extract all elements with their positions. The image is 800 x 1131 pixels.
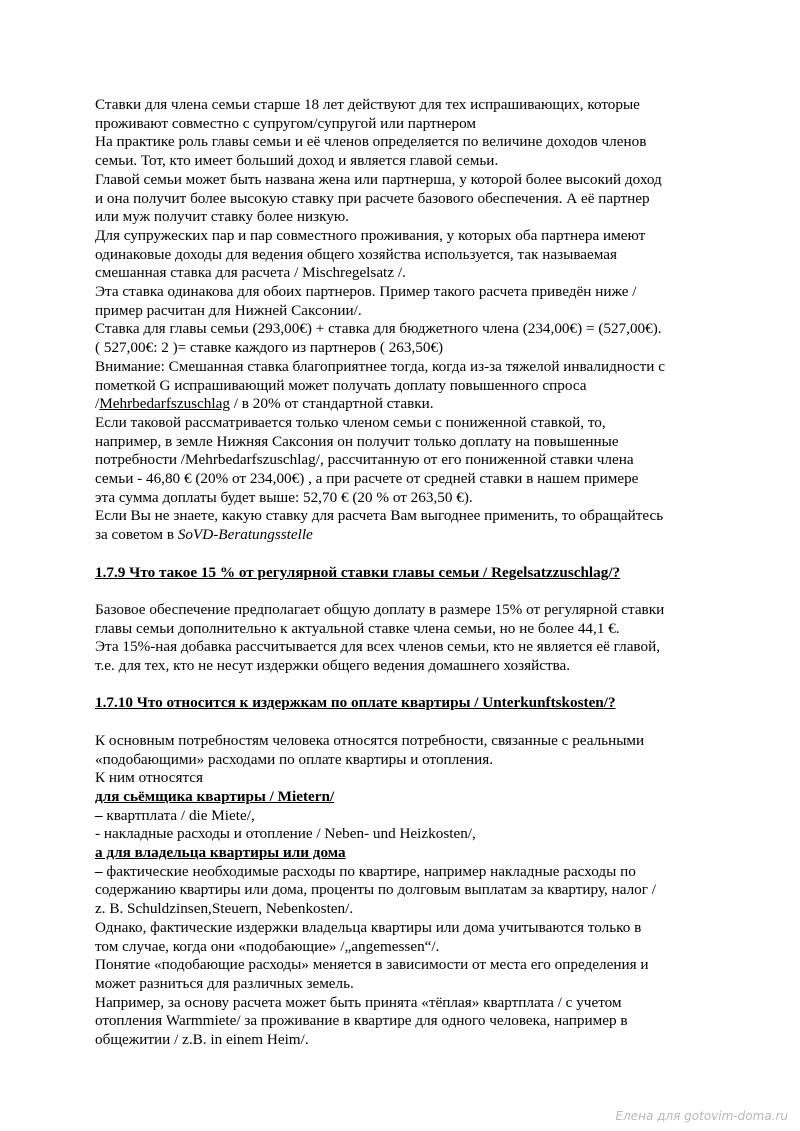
text-line: Например, за основу расчета может быть принята «тёплая» квартплата / с учетом [95,993,622,1011]
spacer [95,545,720,564]
tenant-item: - накладные расходы и отопление / Neben- und Heizkosten/, [95,825,476,843]
text-line: Главой семьи может быть названа жена или партнерша, у которой более высокий доход [95,170,662,188]
text-line: z. B. Schuldzinsen,Steuern, Nebenkosten/. [95,900,354,918]
text-line: Понятие «подобающие расходы» меняется в зависимости от места его определения и [95,956,649,974]
owner-item [95,863,720,882]
text-line: т.е. для тех, кто не несут издержки общего ведения домашнего хозяйства. [95,657,571,675]
text-line: отопления Warmmiete/ за проживание в квартире для одного человека, например в [95,1012,628,1030]
text-line: одинаковые доходы для ведения общего хозяйства используется, так называемая [95,245,618,263]
text-line: том случае, когда они «подобающие» /„angemessen“/. [95,937,440,955]
section-heading: 1.7.10 Что относится к издержкам по оплате квартиры / Unterkunftskosten/? [95,694,616,712]
text-line: Внимание: Смешанная ставка благоприятнее тогда, когда из-за тяжелой инвалидности с [95,357,665,375]
text-line: Ставка для главы семьи (293,00€) + ставка для бюджетного члена (234,00€) = (527,00€). [95,320,662,338]
text-line: и она получит более высокую ставку при расчете базового обеспечения. А её партнер [95,189,650,207]
mehrbedarf-term: Mehrbedarfszuschlag [99,395,230,413]
text-line: общежитии / z.B. in einem Heim/. [95,1031,309,1049]
text-line: пометкой G испрашивающий может получать доплату повышенного спроса [95,376,587,394]
text-line: Эта ставка одинакова для обоих партнеров. Пример такого расчета приведён ниже / [95,283,637,301]
text-line: «подобающими» расходами по оплате квартиры и отопления. [95,750,494,768]
spacer [95,676,720,695]
text-line: Если таковой рассматривается только членом семьи с пониженной ставкой, то, [95,413,606,431]
text-line: может разниться для различных земель. [95,974,354,992]
section-heading: 1.7.9 Что такое 15 % от регулярной ставки главы семьи / Regelsatzzuschlag/? [95,563,621,581]
dash: – [95,862,103,880]
tenant-item-text: квартплата / die Miete/, [102,806,255,824]
mehrbedarf-suffix: / в 20% от стандартной ставки. [229,395,434,413]
text-line: К ним относятся [95,769,203,787]
advice-org: SoVD-Beratungsstelle [177,526,313,544]
text-line: Однако, фактические издержки владельца квартиры или дома учитываются только в [95,918,642,936]
advice-prefix: за советом в [95,526,178,544]
owner-subheading: а для владельца квартиры или дома [95,844,346,862]
tenant-subheading: для сьёмщика квартиры / Mietern/ [95,787,335,805]
text-line: пример расчитан для Нижней Саксонии/. [95,301,362,319]
tenant-item [95,807,720,826]
section-1-7-10 [95,694,720,1049]
text-line: Для супружеских пар и пар совместного проживания, у которых оба партнера имеют [95,226,646,244]
document-page [95,96,720,1050]
text-line: или муж получит ставку более низкую. [95,208,349,226]
section-1-7-9 [95,564,720,676]
text-line: содержанию квартиры или дома, проценты по долговым выплатам за квартиру, налог / [95,881,656,899]
text-line: Эта 15%-ная добавка рассчитывается для всех членов семьи, кто не является её главой, [95,638,661,656]
mehrbedarf-prefix: / [95,395,100,413]
text-line: смешанная ставка для расчета / Mischregelsatz /. [95,264,406,282]
text-line: проживают совместно с супругом/супругой или партнером [95,114,477,132]
text-line: семьи - 46,80 € (20% от 234,00€) , а при расчете от средней ставки в нашем примере [95,470,639,488]
watermark-footer: Елена для gotovim-doma.ru [615,1109,788,1123]
advice-line [95,526,720,545]
text-line: Базовое обеспечение предполагает общую доплату в размере 15% от регулярной ставки [95,600,665,618]
text-line: Ставки для члена семьи старше 18 лет действуют для тех испрашивающих, которые [95,96,640,113]
mehrbedarf-line [95,395,720,414]
text-line: семьи. Тот, кто имеет больший доход и является главой семьи. [95,152,499,170]
owner-item-text: фактические необходимые расходы по квартире, например накладные расходы по [102,862,636,880]
text-line: На практике роль главы семьи и её членов определяется по величине доходов членов [95,133,647,151]
text-line: потребности /Mehrbedarfszuschlag/, рассчитанную от его пониженной ставки члена [95,451,634,469]
spacer [95,713,720,732]
dash: – [95,806,103,824]
text-line: эта сумма доплаты будет выше: 52,70 € (20 % от 263,50 €). [95,488,473,506]
text-line: К основным потребностям человека относятся потребности, связанные с реальными [95,731,645,749]
spacer [95,582,720,601]
text-line: главы семьи дополнительно к актуальной ставке члена семьи, но не более 44,1 €. [95,619,620,637]
text-line: ( 527,00€: 2 )= ставке каждого из партнеров ( 263,50€) [95,339,444,357]
intro-section [95,96,720,545]
text-line: Если Вы не знаете, какую ставку для расчета Вам выгоднее применить, то обращайтесь [95,507,664,525]
text-line: например, в земле Нижняя Саксония он получит только доплату на повышенные [95,432,619,450]
